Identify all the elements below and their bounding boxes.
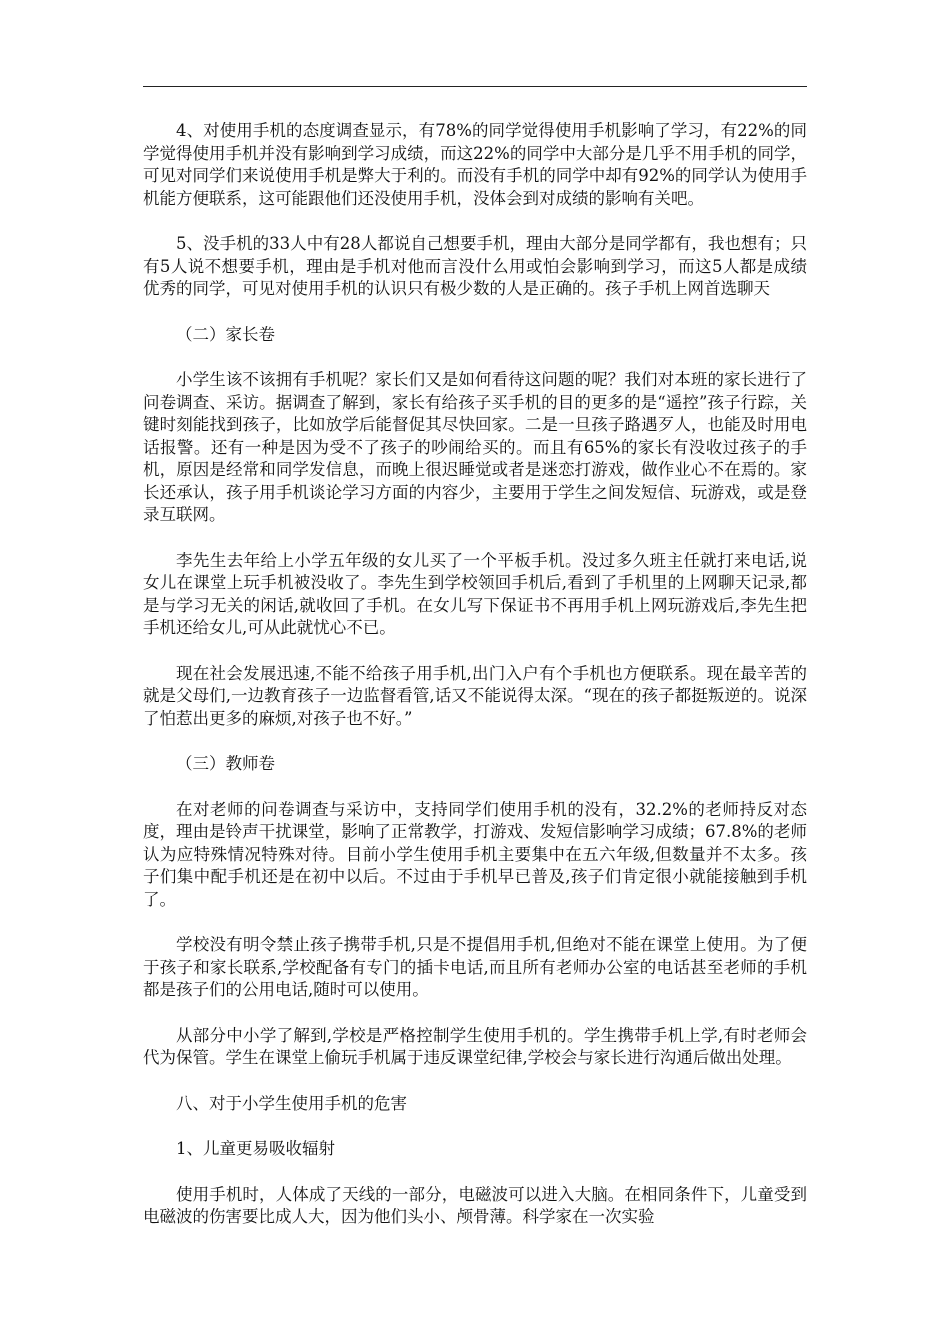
paragraph-attitude-survey: 4、对使用手机的态度调查显示，有78%的同学觉得使用手机影响了学习，有22%的同学觉得使用手机并没有影响到学习成绩，而这22%的同学中大部分是几乎不用手机的同学，可见对同学们来说使用手机是弊大于利的。而没有手机的同学中却有92%的同学认为使用手机能方便联系，这可能跟他们还没使用手机，没体会到对成绩的影响有关吧。 bbox=[143, 121, 807, 208]
paragraph-no-phone-students: 5、没手机的33人中有28人都说自己想要手机，理由大部分是同学都有，我也想有；只有5人说不想要手机，理由是手机对他而言没什么用或怕会影响到学习，而这5人都是成绩优秀的同学，可见对使用手机的认识只有极少数的人是正确的。孩子手机上网首选聊天 bbox=[143, 234, 807, 298]
section-heading-harms: 八、对于小学生使用手机的危害 bbox=[176, 1093, 407, 1113]
paragraph-school-policy: 学校没有明令禁止孩子携带手机,只是不提倡用手机,但绝对不能在课堂上使用。为了便于孩子和家长联系,学校配备有专门的插卡电话,而且所有老师办公室的电话甚至老师的手机都是孩子们的公用电话,随时可以使用。 bbox=[143, 935, 807, 999]
section-heading-teachers: （三）教师卷 bbox=[176, 754, 275, 773]
header-rule bbox=[143, 86, 807, 87]
paragraph-mr-li-story: 李先生去年给上小学五年级的女儿买了一个平板手机。没过多久班主任就打来电话,说女儿在课堂上玩手机被没收了。李先生到学校领回手机后,看到了手机里的上网聊天记录,都是与学习无关的闲话,就收回了手机。在女儿写下保证书不再用手机上网玩游戏后,李先生把手机还给女儿,可从此就忧心不已。 bbox=[143, 550, 807, 637]
paragraph-parents-survey: 小学生该不该拥有手机呢？家长们又是如何看待这问题的呢？我们对本班的家长进行了问卷调查、采访。据调查了解到，家长有给孩子买手机的目的更多的是“遥控”孩子行踪，关键时刻能找到孩子，比如放学后能督促其尽快回家。二是一旦孩子路遇歹人，也能及时用电话报警。还有一种是因为受不了孩子的吵闹给买的。而且有65%的家长有没收过孩子的手机，原因是经常和同学发信息，而晚上很迟睡觉或者是迷恋打游戏，做作业心不在焉的。家长还承认，孩子用手机谈论学习方面的内容少，主要用于学生之间发短信、玩游戏，或是登录互联网。 bbox=[143, 370, 807, 524]
document-body bbox=[143, 120, 807, 1229]
paragraph-school-control: 从部分中小学了解到,学校是严格控制学生使用手机的。学生携带手机上学,有时老师会代为保管。学生在课堂上偷玩手机属于违反课堂纪律,学校会与家长进行沟通后做出处理。 bbox=[143, 1025, 807, 1067]
paragraph-social-development: 现在社会发展迅速,不能不给孩子用手机,出门入户有个手机也方便联系。现在最辛苦的就是父母们,一边教育孩子一边监督看管,话又不能说得太深。“现在的孩子都挺叛逆的。说深了怕惹出更多的麻烦,对孩子也不好。” bbox=[143, 663, 807, 728]
section-heading-parents: （二）家长卷 bbox=[176, 324, 275, 344]
subsection-heading-radiation: 1、儿童更易吸收辐射 bbox=[176, 1139, 335, 1158]
paragraph-radiation: 使用手机时，人体成了天线的一部分，电磁波可以进入大脑。在相同条件下，儿童受到电磁波的伤害要比成人大，因为他们头小、颅骨薄。科学家在一次实验 bbox=[143, 1184, 807, 1226]
paragraph-teachers-survey: 在对老师的问卷调查与采访中，支持同学们使用手机的没有，32.2%的老师持反对态度，理由是铃声干扰课堂，影响了正常教学，打游戏、发短信影响学习成绩；67.8%的老师认为应特殊情况特殊对待。目前小学生使用手机主要集中在五六年级,但数量并不太多。孩子们集中配手机还是在初中以后。不过由于手机早已普及,孩子们肯定很小就能接触到手机了。 bbox=[143, 799, 807, 909]
